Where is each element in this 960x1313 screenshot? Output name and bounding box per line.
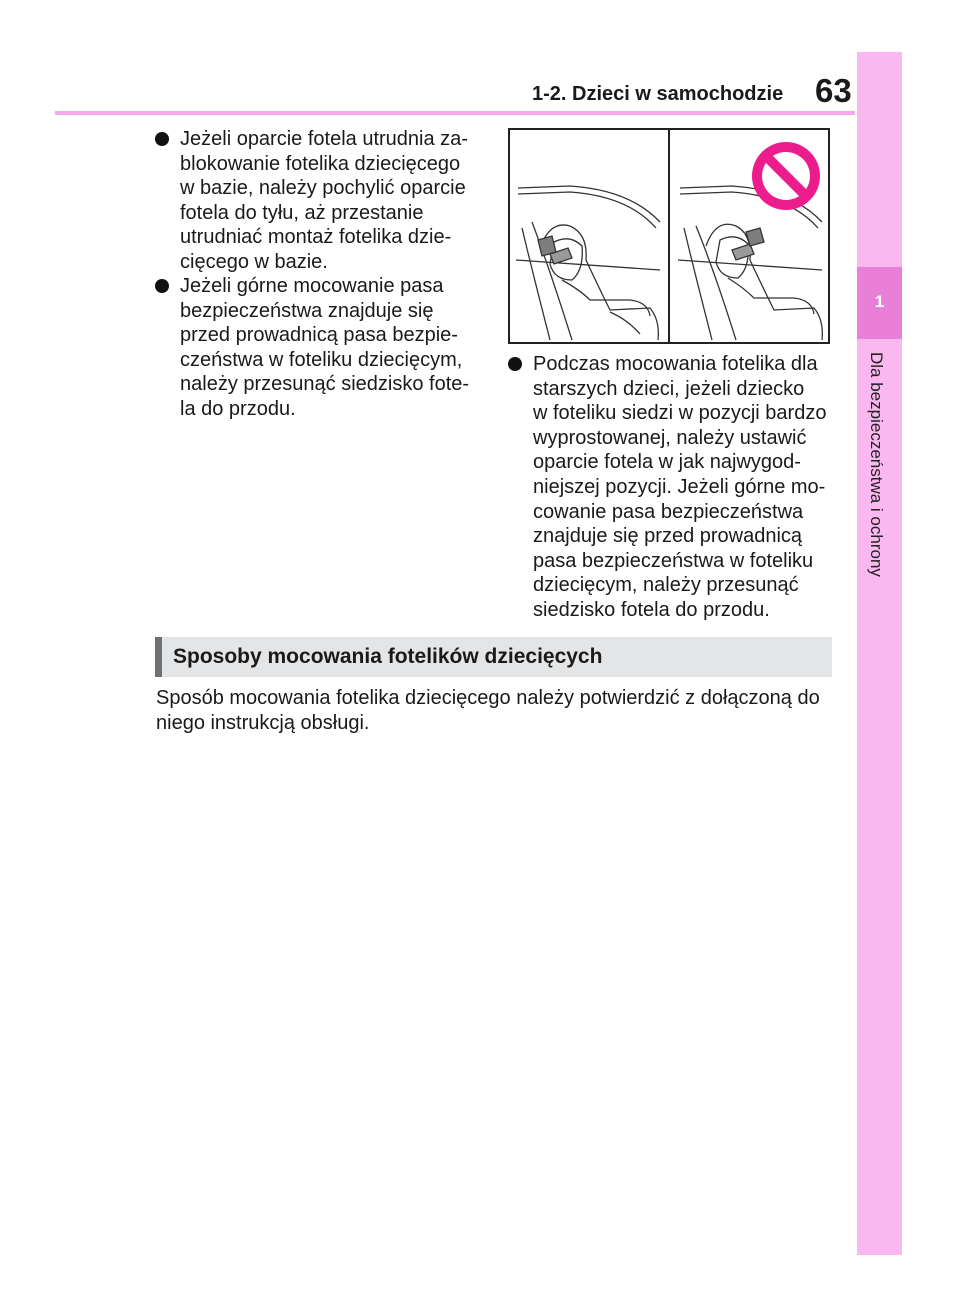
text-line: siedzisko fotela do przodu. <box>533 598 770 621</box>
bullet-item-3 <box>508 352 826 623</box>
text-line: cięcego w bazie. <box>180 250 328 273</box>
chapter-side-tab <box>857 52 902 1255</box>
text-line: Sposób mocowania fotelika dziecięcego należy potwierdzić z dołączoną do <box>156 687 820 709</box>
chapter-number: 1 <box>874 292 885 311</box>
running-header-title: 1-2. Dzieci w samochodzie <box>532 83 784 105</box>
section-heading-accent <box>155 637 162 677</box>
header-divider <box>55 111 855 115</box>
text-line: dziecięcym, należy przesunąć <box>533 574 799 597</box>
bullet-item-2 <box>155 274 469 422</box>
section-title: Sposoby mocowania fotelików dziecięcych <box>173 645 603 668</box>
text-line: cowanie pasa bezpieczeństwa <box>533 500 804 523</box>
text-line: znajduje się przed prowadnicą <box>533 525 803 548</box>
bullet-dot-icon <box>155 132 169 146</box>
text-line: starszych dzieci, jeżeli dziecko <box>533 377 805 400</box>
text-line: fotela do tyłu, aż przestanie <box>180 201 424 224</box>
text-line: Jeżeli górne mocowanie pasa <box>180 275 444 297</box>
text-line: pasa bezpieczeństwa w foteliku <box>533 549 814 572</box>
section-paragraph <box>156 686 820 735</box>
text-line: Podczas mocowania fotelika dla <box>533 353 818 375</box>
bullet-item-1 <box>155 127 468 275</box>
text-line: wyprostowanej, należy ustawić <box>533 426 807 449</box>
text-line: w bazie, należy pochylić oparcie <box>180 177 466 200</box>
text-line: czeństwa w foteliku dziecięcym, <box>180 348 463 371</box>
text-line: niejszej pozycji. Jeżeli górne mo- <box>533 475 826 498</box>
bullet-dot-icon <box>155 279 169 293</box>
bullet-dot-icon <box>508 357 522 371</box>
text-line: należy przesunąć siedzisko fote- <box>180 373 470 396</box>
text-line: blokowanie fotelika dziecięcego <box>180 152 461 175</box>
text-line: niego instrukcją obsługi. <box>156 711 370 734</box>
text-line: bezpieczeństwa znajduje się <box>180 299 434 322</box>
seat-drawing <box>510 130 828 342</box>
section-heading <box>155 637 832 677</box>
child-seat-illustration <box>508 128 830 344</box>
prohibition-icon <box>752 142 820 210</box>
page-number: 63 <box>815 72 852 109</box>
chapter-title: Dla bezpieczeństwa i ochrony <box>867 352 886 577</box>
text-line: oparcie fotela w jak najwygod- <box>533 451 801 474</box>
text-line: przed prowadnicą pasa bezpie- <box>180 324 458 347</box>
text-line: w foteliku siedzi w pozycji bardzo <box>533 402 827 425</box>
text-line: utrudniać montaż fotelika dzie- <box>180 226 452 249</box>
text-line: la do przodu. <box>180 397 296 420</box>
text-line: Jeżeli oparcie fotela utrudnia za- <box>180 128 468 150</box>
